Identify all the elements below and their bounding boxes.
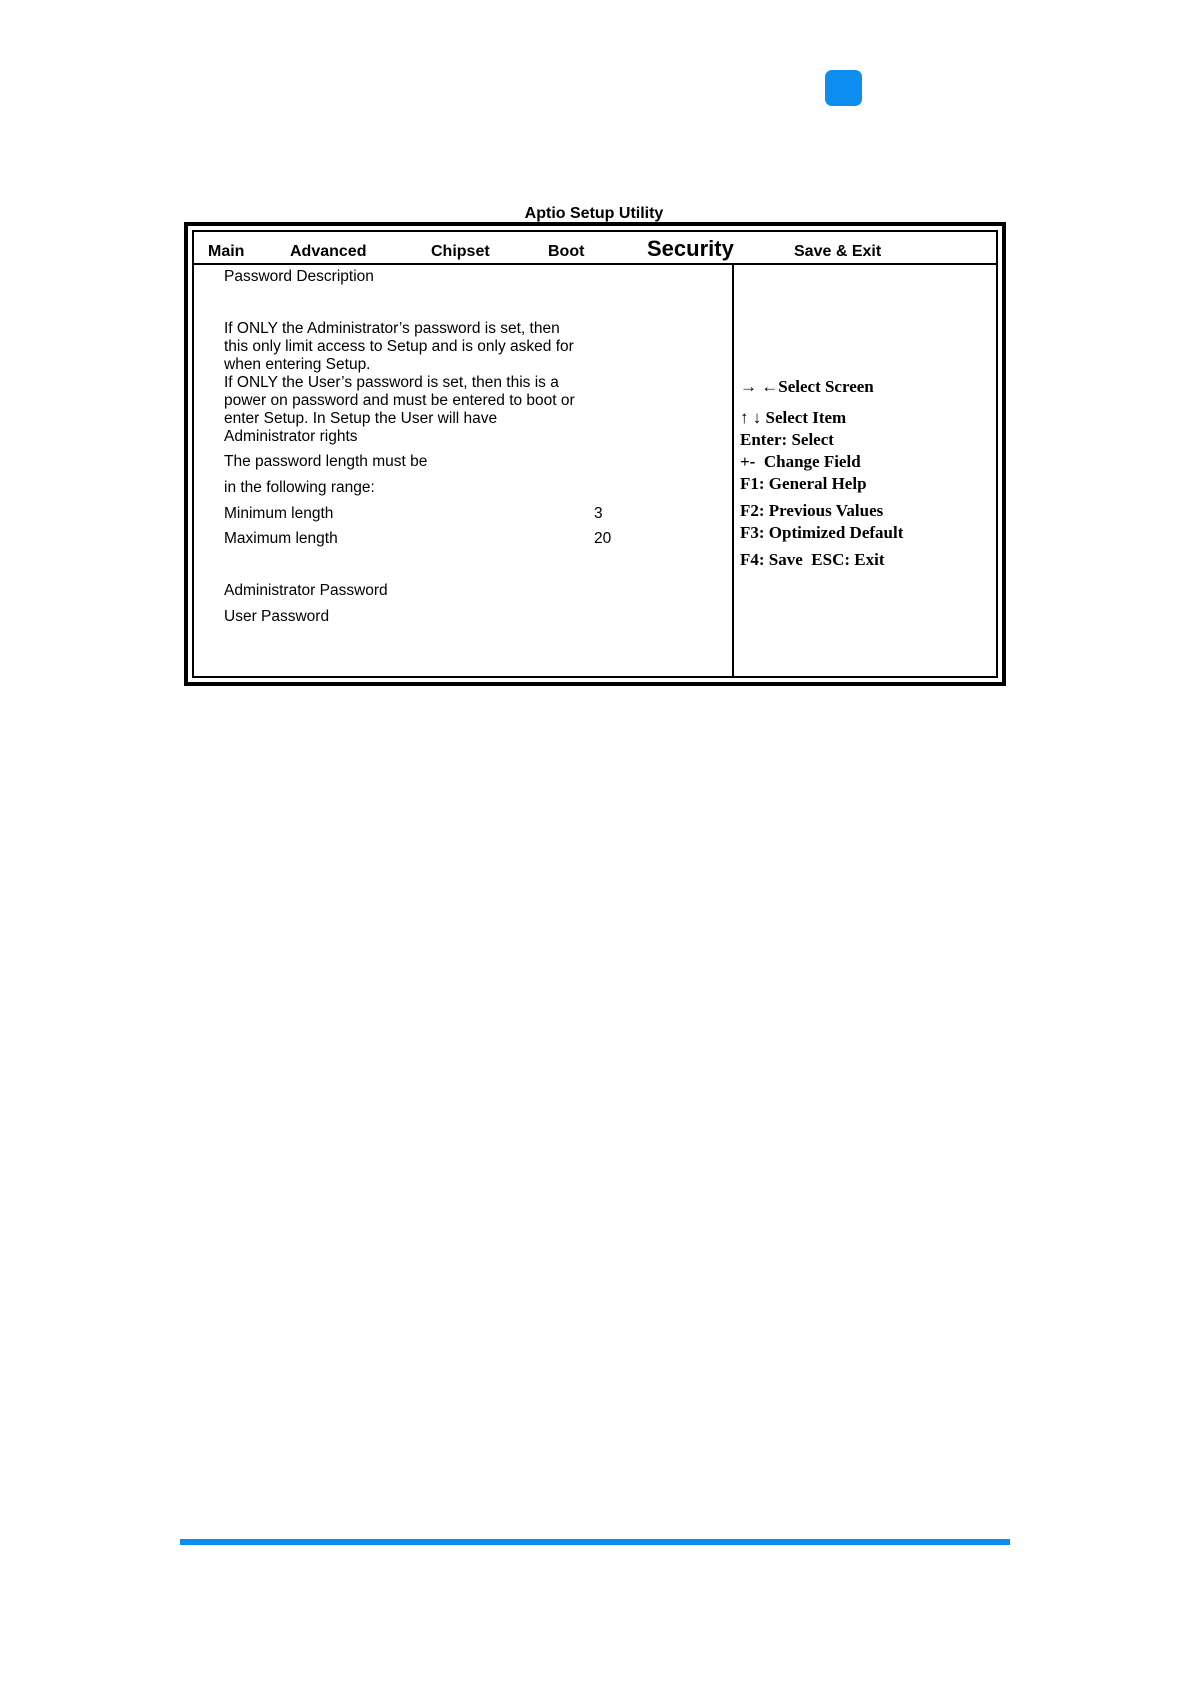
- password-description-heading: Password Description: [224, 268, 374, 285]
- pane-divider: [732, 265, 734, 676]
- help-line: Enter: Select: [740, 430, 834, 449]
- menu-bar: [194, 232, 996, 265]
- minimum-length-label: Minimum length: [224, 505, 334, 522]
- help-line: F2: Previous Values: [740, 501, 884, 520]
- help-line: F3: Optimized Default: [740, 523, 904, 542]
- footer-rule: [180, 1539, 1010, 1545]
- maximum-length-label: Maximum length: [224, 530, 338, 547]
- help-line: F1: General Help: [740, 474, 867, 493]
- help-line: → ←Select Screen: [740, 377, 874, 396]
- utility-title-text: Aptio Setup Utility: [524, 205, 664, 222]
- description-line: this only limit access to Setup and is only asked for: [224, 338, 574, 355]
- maximum-length-row: [224, 530, 612, 548]
- description-line: when entering Setup.: [224, 356, 371, 373]
- minimum-length-row: [224, 505, 603, 523]
- description-line: enter Setup. In Setup the User will have: [224, 410, 498, 427]
- tab-save-exit[interactable]: Save & Exit: [794, 243, 882, 260]
- help-line: ↑ ↓ Select Item: [740, 408, 847, 427]
- help-pane: [740, 265, 904, 569]
- chapter-badge: [825, 70, 862, 106]
- range-line: in the following range:: [224, 479, 375, 496]
- maximum-length-value: 20: [594, 530, 612, 547]
- description-line: If ONLY the Administrator’s password is set, then: [224, 320, 560, 337]
- minimum-length-value: 3: [594, 505, 603, 522]
- tab-security[interactable]: Security: [647, 236, 734, 261]
- help-line: F4: Save ESC: Exit: [740, 550, 885, 569]
- description-line: power on password and must be entered to boot or: [224, 392, 575, 409]
- tab-advanced[interactable]: Advanced: [290, 243, 367, 260]
- bios-window: [184, 222, 1006, 686]
- user-password-item[interactable]: User Password: [224, 608, 330, 625]
- tab-main[interactable]: Main: [208, 243, 245, 260]
- administrator-password-item[interactable]: Administrator Password: [224, 582, 388, 599]
- description-line: Administrator rights: [224, 428, 358, 445]
- tab-chipset[interactable]: Chipset: [431, 243, 490, 260]
- description-line: If ONLY the User’s password is set, then this is a: [224, 374, 559, 391]
- bios-frame: [192, 230, 998, 678]
- tab-boot[interactable]: Boot: [548, 243, 585, 260]
- help-line: +- Change Field: [740, 452, 861, 471]
- range-line: The password length must be: [224, 453, 428, 470]
